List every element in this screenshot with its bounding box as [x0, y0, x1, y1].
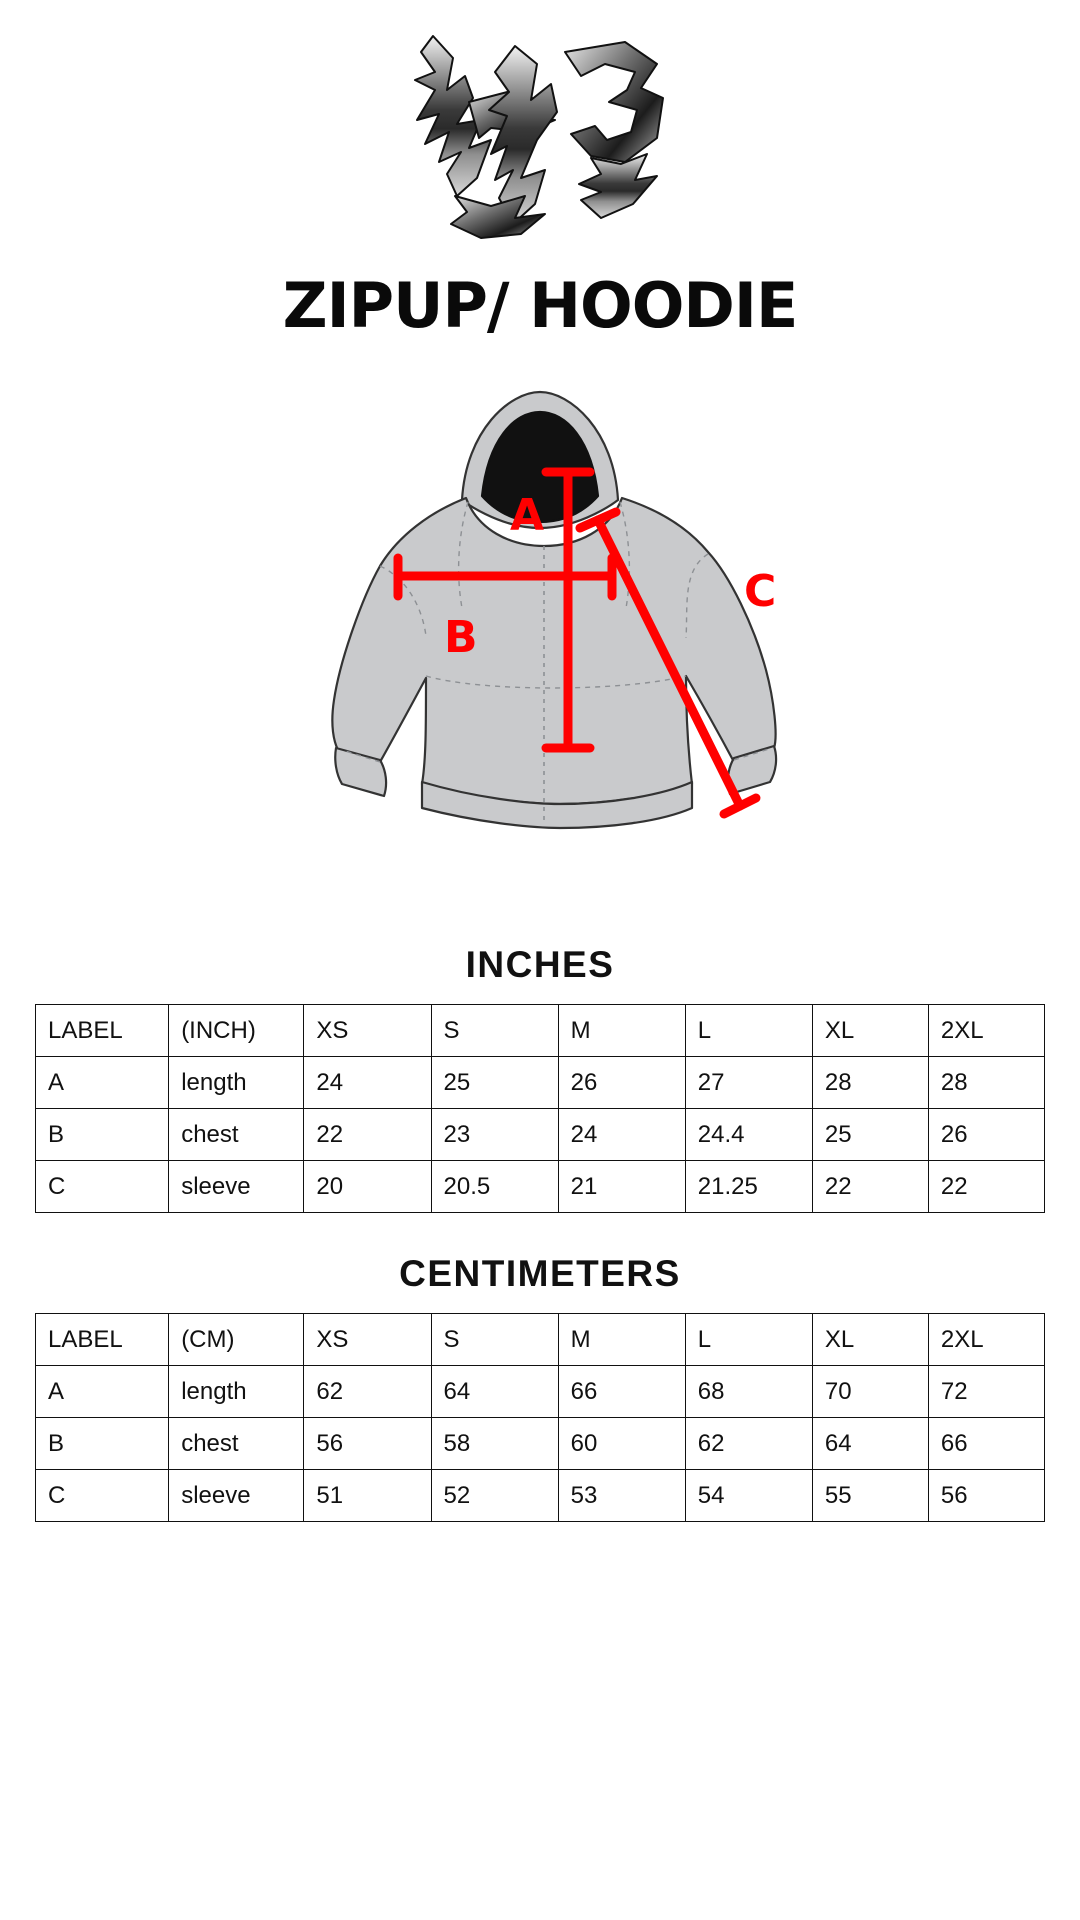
centimeters-table-container — [35, 1313, 1045, 1522]
table-cell: 60 — [558, 1418, 685, 1470]
table-cell: 66 — [928, 1418, 1044, 1470]
table-row — [36, 1366, 1045, 1418]
table-cell: length — [169, 1057, 304, 1109]
table-cell: 28 — [812, 1057, 928, 1109]
table-cell: C — [36, 1470, 169, 1522]
column-header: XS — [304, 1005, 431, 1057]
column-header: LABEL — [36, 1314, 169, 1366]
table-cell: sleeve — [169, 1470, 304, 1522]
table-cell: 24.4 — [685, 1109, 812, 1161]
table-cell: 56 — [304, 1418, 431, 1470]
table-cell: chest — [169, 1418, 304, 1470]
table-cell: 56 — [928, 1470, 1044, 1522]
page-title: ZIPUP/ HOODIE — [282, 269, 798, 342]
centimeters-heading: CENTIMETERS — [399, 1253, 681, 1294]
table-cell: length — [169, 1366, 304, 1418]
brand-logo-container — [0, 0, 1080, 243]
column-header: L — [685, 1314, 812, 1366]
column-header: XL — [812, 1314, 928, 1366]
table-cell: 64 — [812, 1418, 928, 1470]
table-cell: 53 — [558, 1470, 685, 1522]
label-b: B — [444, 612, 478, 663]
table-header-row — [36, 1005, 1045, 1057]
table-row — [36, 1109, 1045, 1161]
table-cell: 62 — [304, 1366, 431, 1418]
column-header: XS — [304, 1314, 431, 1366]
table-cell: 22 — [304, 1109, 431, 1161]
table-cell: 62 — [685, 1418, 812, 1470]
table-cell: 72 — [928, 1366, 1044, 1418]
table-cell: 26 — [558, 1057, 685, 1109]
inches-size-table — [35, 1004, 1045, 1213]
table-cell: 27 — [685, 1057, 812, 1109]
table-cell: 23 — [431, 1109, 558, 1161]
table-cell: C — [36, 1161, 169, 1213]
inches-heading: INCHES — [465, 944, 615, 985]
table-cell: 25 — [812, 1109, 928, 1161]
table-cell: 21 — [558, 1161, 685, 1213]
column-header: S — [431, 1005, 558, 1057]
table-cell: 70 — [812, 1366, 928, 1418]
centimeters-size-table — [35, 1313, 1045, 1522]
table-cell: 66 — [558, 1366, 685, 1418]
table-cell: chest — [169, 1109, 304, 1161]
column-header: S — [431, 1314, 558, 1366]
table-header-row — [36, 1314, 1045, 1366]
table-cell: sleeve — [169, 1161, 304, 1213]
table-row — [36, 1161, 1045, 1213]
hl3-logo-icon — [395, 28, 685, 243]
table-row — [36, 1057, 1045, 1109]
table-row — [36, 1470, 1045, 1522]
column-header: (CM) — [169, 1314, 304, 1366]
table-cell: 21.25 — [685, 1161, 812, 1213]
column-header: M — [558, 1314, 685, 1366]
column-header: (INCH) — [169, 1005, 304, 1057]
table-cell: 24 — [304, 1057, 431, 1109]
table-cell: 22 — [812, 1161, 928, 1213]
table-cell: 20 — [304, 1161, 431, 1213]
column-header: LABEL — [36, 1005, 169, 1057]
table-cell: 25 — [431, 1057, 558, 1109]
table-cell: B — [36, 1109, 169, 1161]
garment-diagram-container — [0, 370, 1080, 870]
inches-table-container — [35, 1004, 1045, 1213]
table-cell: 55 — [812, 1470, 928, 1522]
table-cell: 64 — [431, 1366, 558, 1418]
column-header: XL — [812, 1005, 928, 1057]
table-cell: A — [36, 1366, 169, 1418]
table-cell: A — [36, 1057, 169, 1109]
table-cell: 68 — [685, 1366, 812, 1418]
column-header: M — [558, 1005, 685, 1057]
label-a: A — [510, 490, 545, 541]
table-cell: 28 — [928, 1057, 1044, 1109]
hoodie-diagram-icon — [230, 370, 850, 870]
table-cell: 52 — [431, 1470, 558, 1522]
table-cell: 24 — [558, 1109, 685, 1161]
column-header: L — [685, 1005, 812, 1057]
table-cell: 20.5 — [431, 1161, 558, 1213]
table-cell: 22 — [928, 1161, 1044, 1213]
column-header: 2XL — [928, 1005, 1044, 1057]
table-cell: 26 — [928, 1109, 1044, 1161]
table-row — [36, 1418, 1045, 1470]
table-cell: B — [36, 1418, 169, 1470]
table-cell: 58 — [431, 1418, 558, 1470]
table-cell: 54 — [685, 1470, 812, 1522]
label-c: C — [744, 566, 777, 617]
table-cell: 51 — [304, 1470, 431, 1522]
column-header: 2XL — [928, 1314, 1044, 1366]
